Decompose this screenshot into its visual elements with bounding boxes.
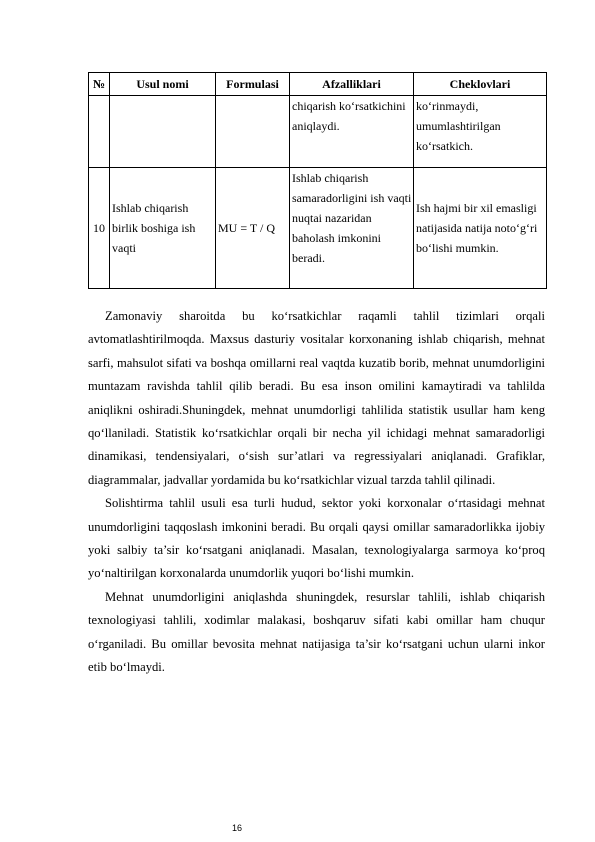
method-name-cell: Ishlab chiqarish birlik boshiga ish vaqti [110,168,216,289]
table-row [89,96,547,168]
header-number: № [89,73,110,96]
methods-table [88,72,547,289]
row-number [89,96,110,168]
advantages-cell: Ishlab chiqarish samaradorligini ish vaqti nuqtai nazaridan baholash imkonini beradi. [290,168,414,289]
paragraph: Solishtirma tahlil usuli esa turli hudud, sektor yoki korxonalar o‘rtasidagi mehnat unumdorligini taqqoslash imkonini beradi. Bu orqali qaysi omillar samaradorlikka ijobiy yoki salbiy ta’sir ko‘rsatgani aniqlanadi. Masalan, texnologiyalarga sarmoya ko‘proq yo‘naltirilgan korxonalarda unumdorlik yuqori bo‘lishi mumkin. [88,496,545,581]
body-text [88,305,545,680]
table-row [89,168,547,289]
limitations-cell: ko‘rinmaydi, umumlashtirilgan ko‘rsatkich. [414,96,547,168]
header-formula: Formulasi [216,73,290,96]
formula-cell [216,96,290,168]
header-advantages: Afzalliklari [290,73,414,96]
table-header-row [89,73,547,96]
method-name-cell [110,96,216,168]
row-number: 10 [89,168,110,289]
advantages-cell: chiqarish ko‘rsatkichini aniqlaydi. [290,96,414,168]
paragraph: Mehnat unumdorligini aniqlashda shuningdek, resurslar tahlili, ishlab chiqarish texnologiyasi tahlili, xodimlar malakasi, boshqaruv sifati kabi omillar ham chuqur o‘rganiladi. Bu omillar bevosita mehnat natijasiga ta’sir ko‘rsatgani uchun ularni inkor etib bo‘lmaydi. [88,589,545,675]
paragraph: Zamonaviy sharoitda bu ko‘rsatkichlar raqamli tahlil tizimlari orqali avtomatlashtirilmoqda. Maxsus dasturiy vositalar korxonaning ishlab chiqarish, mehnat sarfi, mahsulot sifati va boshqa omillarni real vaqtda kuzatib borib, mehnat unumdorligini muntazam ravishda tahlil qilib beradi. Bu esa inson omilini kamaytiradi va tahlilda aniqlikni oshiradi.Shuningdek, mehnat unumdorligi tahlilida statistik usullar ham keng qo‘llaniladi. Statistik ko‘rsatkichlar orqali bir necha yil ichidagi mehnat samaradorligi dinamikasi, tendensiyalari, o‘sish sur’atlari va regressiyalari aniqlanadi. Grafiklar, diagrammalar, jadvallar yordamida bu ko‘rsatkichlar vizual tarzda tahlil qilinadi. [88,309,545,487]
page-number: 16 [232,823,243,833]
formula-cell: MU = T / Q [216,168,290,289]
limitations-cell: Ish hajmi bir xil emasligi natijasida natija noto‘g‘ri bo‘lishi mumkin. [414,168,547,289]
header-method-name: Usul nomi [110,73,216,96]
header-limitations: Cheklovlari [414,73,547,96]
